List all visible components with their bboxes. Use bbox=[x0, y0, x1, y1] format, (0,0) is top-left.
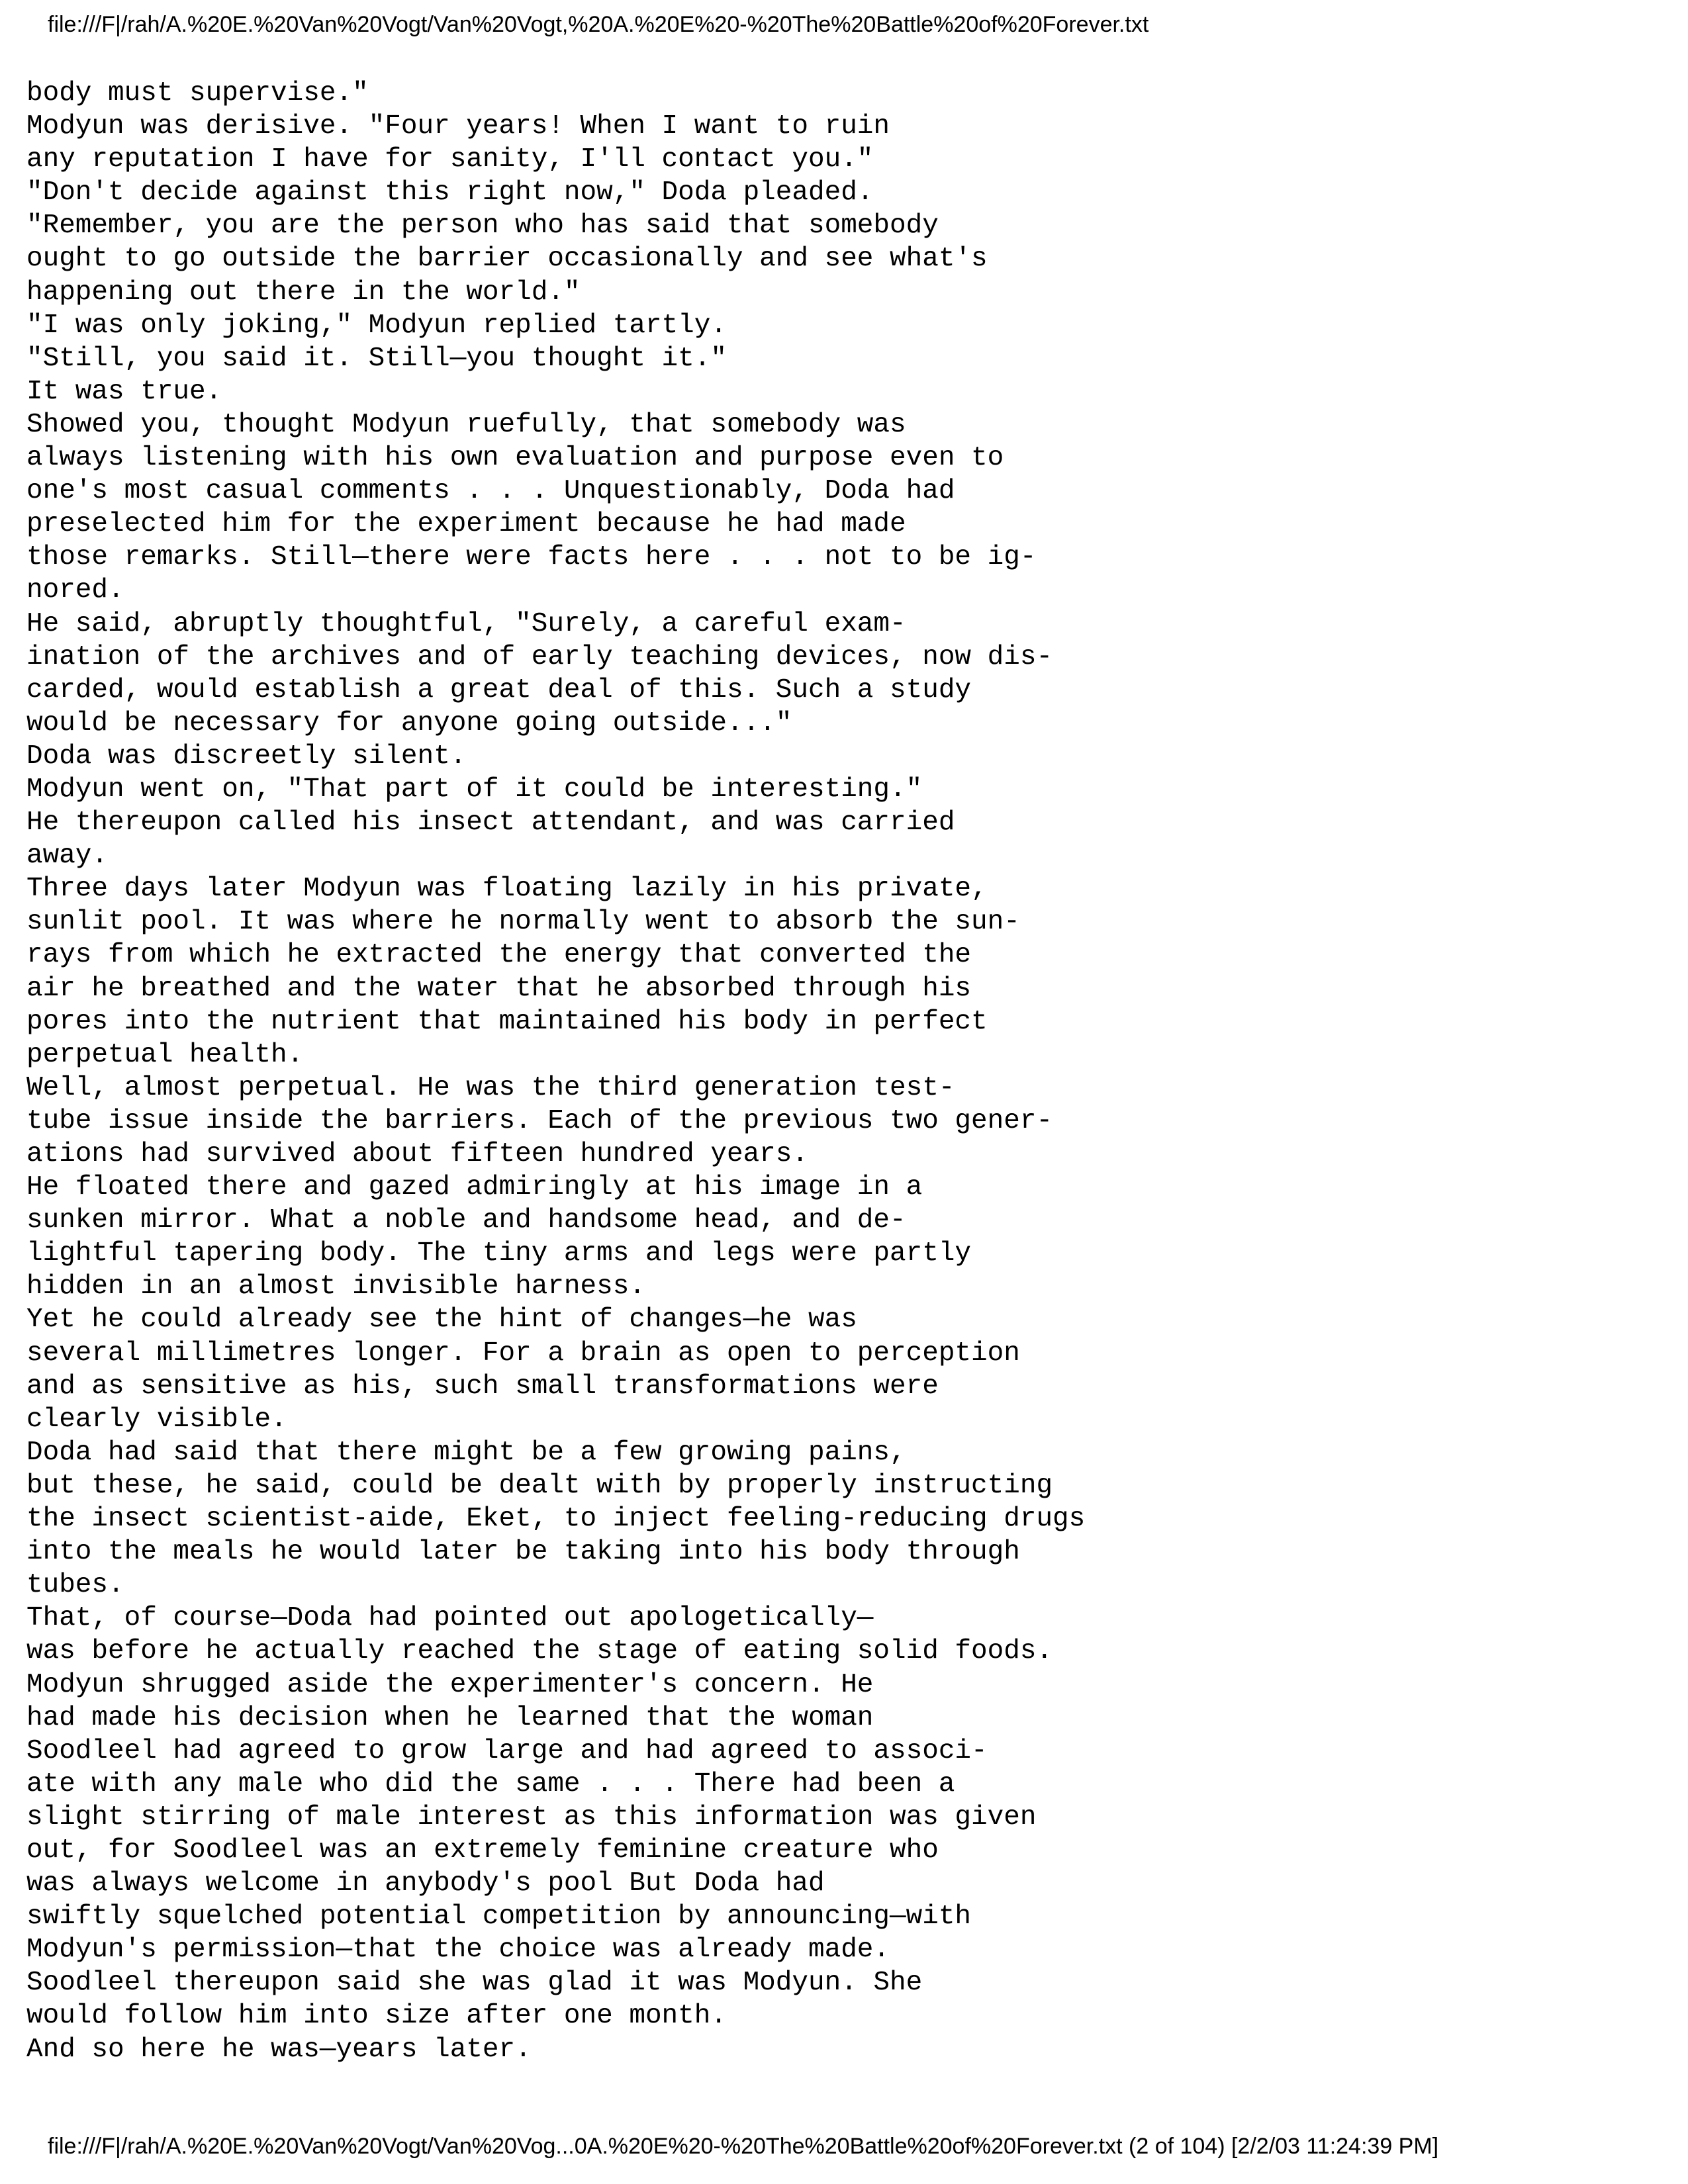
text-line: swiftly squelched potential competition by announcing—with bbox=[26, 1901, 972, 1933]
text-line: any reputation I have for sanity, I'll contact you." bbox=[26, 144, 874, 175]
text-line: ate with any male who did the same . . . There had been a bbox=[26, 1768, 955, 1799]
text-line: tubes. bbox=[26, 1570, 124, 1601]
text-line: Modyun was derisive. "Four years! When I want to ruin bbox=[26, 111, 890, 142]
text-line: hidden in an almost invisible harness. bbox=[26, 1271, 645, 1302]
text-line: Modyun went on, "That part of it could be interesting." bbox=[26, 774, 923, 805]
text-line: happening out there in the world." bbox=[26, 277, 581, 308]
text-line: air he breathed and the water that he absorbed through his bbox=[26, 973, 972, 1004]
text-line: sunlit pool. It was where he normally went to absorb the sun- bbox=[26, 907, 1020, 938]
text-line: "Still, you said it. Still—you thought it." bbox=[26, 343, 727, 374]
text-line: ination of the archives and of early teaching devices, now dis- bbox=[26, 641, 1053, 672]
text-line: out, for Soodleel was an extremely feminine creature who bbox=[26, 1835, 939, 1866]
text-line: the insect scientist-aide, Eket, to inject feeling-reducing drugs bbox=[26, 1504, 1086, 1535]
text-line: into the meals he would later be taking into his body through bbox=[26, 1537, 1020, 1568]
text-line: perpetual health. bbox=[26, 1039, 304, 1070]
text-line: rays from which he extracted the energy that converted the bbox=[26, 940, 972, 971]
text-line: preselected him for the experiment because he had made bbox=[26, 509, 906, 540]
text-line: those remarks. Still—there were facts here . . . not to be ig- bbox=[26, 542, 1037, 573]
text-line: And so here he was—years later. bbox=[26, 2034, 532, 2065]
header-file-path: file:///F|/rah/A.%20E.%20Van%20Vogt/Van%20Vogt,%20A.%20E%20-%20The%20Battle%20of%20Forever.txt bbox=[48, 12, 1149, 37]
text-line: That, of course—Doda had pointed out apologetically— bbox=[26, 1603, 874, 1634]
text-line: slight stirring of male interest as this information was given bbox=[26, 1801, 1037, 1833]
text-line: body must supervise." bbox=[26, 78, 369, 109]
text-line: Yet he could already see the hint of changes—he was bbox=[26, 1304, 857, 1336]
text-line: pores into the nutrient that maintained his body in perfect bbox=[26, 1006, 988, 1037]
text-line: Soodleel had agreed to grow large and had agreed to associ- bbox=[26, 1735, 988, 1766]
text-line: Doda had said that there might be a few growing pains, bbox=[26, 1437, 906, 1468]
text-line: ations had survived about fifteen hundred years. bbox=[26, 1139, 808, 1169]
text-line: Modyun's permission—that the choice was already made. bbox=[26, 1934, 890, 1966]
text-line: was always welcome in anybody's pool But Doda had bbox=[26, 1868, 825, 1899]
footer-file-path-page-info: file:///F|/rah/A.%20E.%20Van%20Vogt/Van%20Vog...0A.%20E%20-%20The%20Battle%20of%20Forever.txt (2 of 104) [2/2/03 11:24:39 PM] bbox=[48, 2134, 1439, 2159]
text-line: had made his decision when he learned that the woman bbox=[26, 1702, 874, 1733]
text-line: would be necessary for anyone going outside..." bbox=[26, 707, 792, 739]
text-line: Three days later Modyun was floating lazily in his private, bbox=[26, 874, 988, 905]
text-line: "Remember, you are the person who has said that somebody bbox=[26, 210, 939, 242]
text-line: sunken mirror. What a noble and handsome head, and de- bbox=[26, 1205, 906, 1236]
text-line: several millimetres longer. For a brain as open to perception bbox=[26, 1338, 1020, 1369]
text-line: Well, almost perpetual. He was the third generation test- bbox=[26, 1072, 955, 1103]
text-line: Soodleel thereupon said she was glad it was Modyun. She bbox=[26, 1968, 923, 1999]
text-line: He floated there and gazed admiringly at his image in a bbox=[26, 1172, 923, 1203]
text-line: carded, would establish a great deal of this. Such a study bbox=[26, 674, 972, 705]
text-line: was before he actually reached the stage of eating solid foods. bbox=[26, 1636, 1053, 1667]
text-line: "I was only joking," Modyun replied tartly. bbox=[26, 310, 727, 341]
text-line: and as sensitive as his, such small transformations were bbox=[26, 1371, 939, 1402]
text-line: ought to go outside the barrier occasionally and see what's bbox=[26, 244, 988, 275]
text-line: but these, he said, could be dealt with by properly instructing bbox=[26, 1470, 1053, 1501]
document-body bbox=[26, 77, 1085, 2066]
text-line: nored. bbox=[26, 575, 124, 606]
text-line: clearly visible. bbox=[26, 1404, 287, 1435]
text-line: Showed you, thought Modyun ruefully, that somebody was bbox=[26, 409, 906, 440]
text-line: He said, abruptly thoughtful, "Surely, a careful exam- bbox=[26, 608, 906, 639]
text-line: tube issue inside the barriers. Each of the previous two gener- bbox=[26, 1105, 1053, 1136]
text-line: "Don't decide against this right now," Doda pleaded. bbox=[26, 177, 874, 208]
text-line: It was true. bbox=[26, 376, 222, 407]
text-line: He thereupon called his insect attendant, and was carried bbox=[26, 807, 955, 839]
text-line: one's most casual comments . . . Unquestionably, Doda had bbox=[26, 476, 955, 507]
text-line: away. bbox=[26, 841, 109, 872]
text-line: would follow him into size after one month. bbox=[26, 2001, 727, 2032]
text-line: Modyun shrugged aside the experimenter's concern. He bbox=[26, 1669, 874, 1700]
text-line: Doda was discreetly silent. bbox=[26, 741, 467, 772]
text-line: always listening with his own evaluation and purpose even to bbox=[26, 443, 1004, 474]
text-line: lightful tapering body. The tiny arms and legs were partly bbox=[26, 1238, 972, 1269]
